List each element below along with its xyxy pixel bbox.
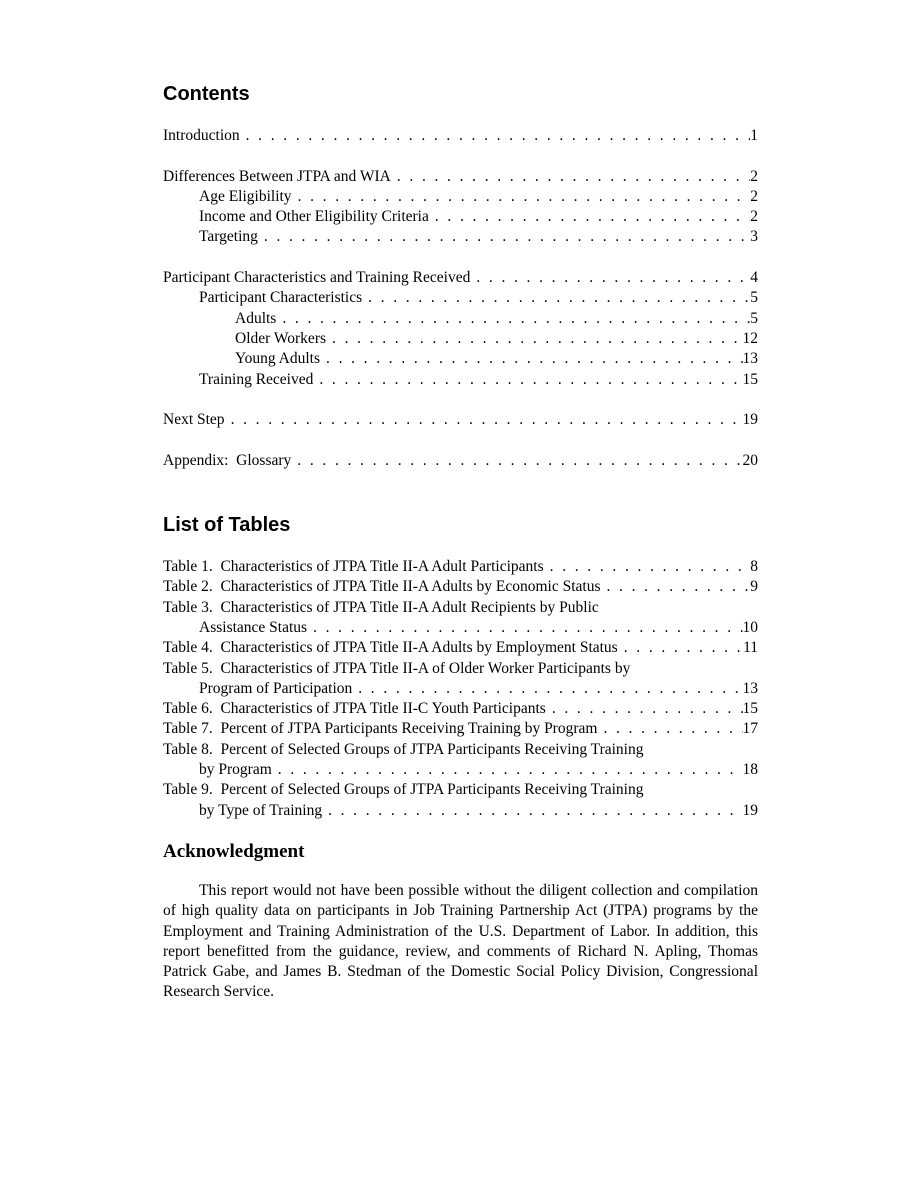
table-entry[interactable] xyxy=(163,719,758,739)
toc-label: Appendix: Glossary xyxy=(163,451,292,469)
toc-label: Differences Between JTPA and WIA xyxy=(163,167,391,185)
leader-dots xyxy=(292,187,751,207)
list-of-tables-heading: List of Tables xyxy=(163,514,291,537)
toc-page-number: 2 xyxy=(750,208,758,226)
table-entry-continuation: by Type of Training xyxy=(199,801,323,819)
table-entry-page: 19 xyxy=(742,801,758,819)
toc-entry[interactable] xyxy=(163,126,758,146)
toc-label: Participant Characteristics and Training Received xyxy=(163,269,471,287)
table-entry[interactable] xyxy=(163,638,758,658)
toc-entry[interactable] xyxy=(163,309,758,329)
toc-label: Training Received xyxy=(199,370,314,388)
table-entry[interactable] xyxy=(163,618,758,638)
toc-label: Targeting xyxy=(199,228,258,246)
document-page xyxy=(163,80,758,1018)
toc-label: Income and Other Eligibility Criteria xyxy=(199,208,429,226)
table-entry-page: 15 xyxy=(742,700,758,718)
table-of-contents xyxy=(163,126,758,471)
table-entry-continuation: Program of Participation xyxy=(199,679,353,697)
leader-dots xyxy=(597,719,742,739)
toc-label: Adults xyxy=(235,309,277,327)
toc-entry[interactable] xyxy=(163,349,758,369)
toc-page-number: 5 xyxy=(750,289,758,307)
table-entry-page: 8 xyxy=(750,558,758,576)
toc-label: Next Step xyxy=(163,411,225,429)
leader-dots xyxy=(362,288,750,308)
table-entry-first-line[interactable]: Table 3. Characteristics of JTPA Title II-A Adult Recipients by Public xyxy=(163,598,599,616)
table-entry-label: Table 7. Percent of JTPA Participants Receiving Training by Program xyxy=(163,720,598,738)
toc-page-number: 2 xyxy=(750,187,758,205)
toc-entry[interactable] xyxy=(163,227,758,247)
toc-page-number: 3 xyxy=(750,228,758,246)
leader-dots xyxy=(429,207,750,227)
toc-page-number: 15 xyxy=(742,370,758,388)
leader-dots xyxy=(307,618,742,638)
table-entry-page: 10 xyxy=(742,618,758,636)
toc-entry[interactable] xyxy=(163,167,758,187)
leader-dots xyxy=(313,370,742,390)
toc-page-number: 13 xyxy=(742,350,758,368)
toc-page-number: 1 xyxy=(750,127,758,144)
leader-dots xyxy=(276,309,750,329)
table-entry-first-line[interactable]: Table 9. Percent of Selected Groups of JTPA Participants Receiving Training xyxy=(163,781,644,799)
acknowledgment-heading: Acknowledgment xyxy=(163,840,305,862)
table-entry-label: Table 1. Characteristics of JTPA Title II-A Adult Participants xyxy=(163,558,544,576)
toc-label: Participant Characteristics xyxy=(199,289,363,307)
leader-dots xyxy=(352,679,742,699)
leader-dots xyxy=(291,451,742,471)
leader-dots xyxy=(225,410,743,430)
table-entry[interactable] xyxy=(163,557,758,577)
toc-label: Introduction xyxy=(163,127,240,144)
table-entry-continuation: Assistance Status xyxy=(199,618,308,636)
contents-heading: Contents xyxy=(163,83,250,105)
toc-page-number: 20 xyxy=(742,451,758,469)
leader-dots xyxy=(544,557,751,577)
table-entry[interactable] xyxy=(163,577,758,597)
list-of-tables xyxy=(163,557,758,821)
toc-entry[interactable] xyxy=(163,329,758,349)
leader-dots xyxy=(258,227,750,247)
leader-dots xyxy=(326,329,742,349)
table-entry-first-line[interactable]: Table 5. Characteristics of JTPA Title II-A of Older Worker Participants by xyxy=(163,659,631,677)
table-entry-continuation: by Program xyxy=(199,761,272,779)
leader-dots xyxy=(240,126,751,146)
table-entry-label: Table 6. Characteristics of JTPA Title II-C Youth Participants xyxy=(163,700,546,718)
leader-dots xyxy=(391,167,750,187)
table-entry-page: 11 xyxy=(743,639,758,657)
table-entry-first-line[interactable]: Table 8. Percent of Selected Groups of JTPA Participants Receiving Training xyxy=(163,740,644,758)
toc-entry[interactable] xyxy=(163,410,758,430)
table-entry-label: Table 2. Characteristics of JTPA Title II-A Adults by Economic Status xyxy=(163,578,601,596)
toc-entry[interactable] xyxy=(163,187,758,207)
table-entry-page: 13 xyxy=(742,679,758,697)
table-entry-page: 9 xyxy=(750,578,758,596)
table-entry[interactable] xyxy=(163,699,758,719)
table-entry-label: Table 4. Characteristics of JTPA Title II-A Adults by Employment Status xyxy=(163,639,618,657)
table-entry[interactable] xyxy=(163,801,758,821)
toc-page-number: 4 xyxy=(750,269,758,287)
toc-entry[interactable] xyxy=(163,370,758,390)
leader-dots xyxy=(272,760,743,780)
leader-dots xyxy=(618,638,743,658)
leader-dots xyxy=(320,349,742,369)
leader-dots xyxy=(470,268,750,288)
toc-entry[interactable] xyxy=(163,207,758,227)
table-entry-page: 18 xyxy=(742,761,758,779)
toc-label: Older Workers xyxy=(235,329,327,347)
toc-page-number: 2 xyxy=(750,167,758,185)
toc-page-number: 12 xyxy=(742,329,758,347)
leader-dots xyxy=(546,699,743,719)
toc-label: Young Adults xyxy=(235,350,321,368)
table-entry-page: 17 xyxy=(742,720,758,738)
leader-dots xyxy=(600,577,750,597)
toc-label: Age Eligibility xyxy=(199,187,292,205)
acknowledgment-paragraph: This report would not have been possible without the diligent collection and compilation of high quality data on participants in Job Training Partnership Act (JTPA) programs by the Employment and Training Administration of the U.S. Department of Labor. In addition, this report benefitted from the guidance, review, and comments of Richard N. Apling, Thomas Patrick Gabe, and James B. Stedman of the Domestic Social Policy Division, Congressional Research Service. xyxy=(163,881,758,1001)
toc-page-number: 19 xyxy=(742,411,758,429)
toc-page-number: 5 xyxy=(750,309,758,327)
table-entry[interactable] xyxy=(163,760,758,780)
table-entry[interactable] xyxy=(163,679,758,699)
toc-entry[interactable] xyxy=(163,451,758,471)
toc-entry[interactable] xyxy=(163,288,758,308)
leader-dots xyxy=(322,801,742,821)
toc-entry[interactable] xyxy=(163,268,758,288)
